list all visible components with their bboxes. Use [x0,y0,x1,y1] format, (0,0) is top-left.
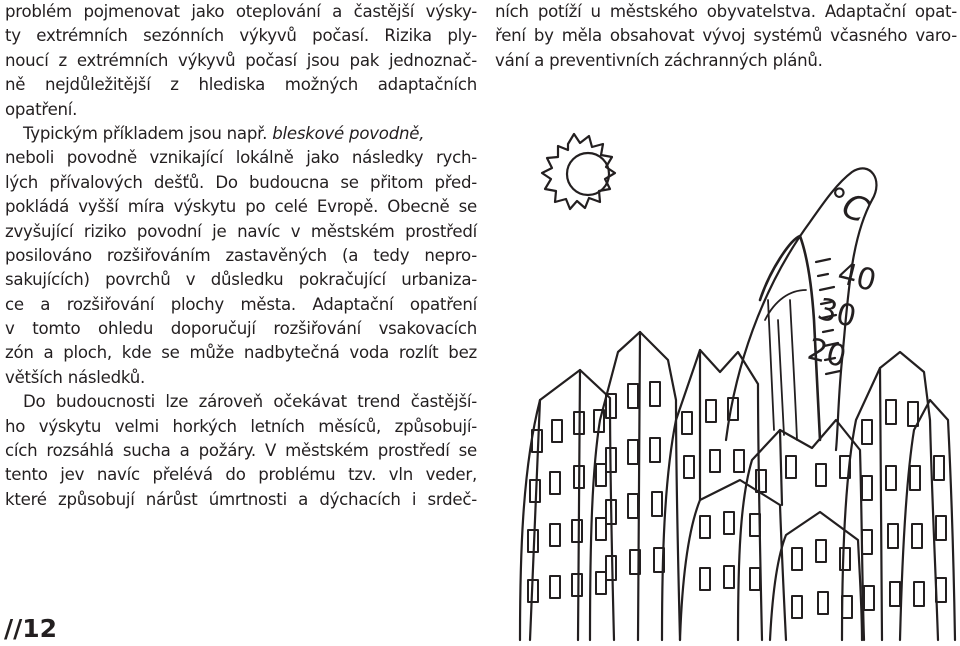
scale-label: 20 [804,331,850,376]
thermometer-unit: °C [820,179,874,232]
body-line: ně nejdůležitější z hlediska možných adaptačních [5,75,477,95]
body-line: vání a preventivních záchranných plánů. [495,50,823,70]
body-line [5,122,477,146]
right-text-column [495,0,957,73]
body-line: lých přívalových dešťů. Do budoucna se přitom před- [5,172,477,192]
body-line: pokládá vyšší míra výskytu po celé Evropě. Obecně se [5,197,477,217]
body-line: Do budoucnosti lze zároveň očekávat trend častější- [23,392,477,412]
body-line: ty extrémních sezónních výkyvů počasí. Rizika ply- [5,26,477,46]
body-line: v tomto ohledu doporučují rozšiřování vsakovacích [5,319,477,339]
body-line: noucí z extrémních výkyvů počasí jsou pak jednoznač- [5,50,477,70]
emphasis-text: bleskové povodně, [272,123,425,143]
body-line: ních potíží u městského obyvatelstva. Adaptační opat- [495,2,957,21]
body-line: ce a rozšiřování plochy města. Adaptační opatření [5,294,477,314]
body-line: tento jev navíc přelévá do problému tzv. vln veder, [5,465,477,485]
body-line: které způsobují nárůst úmrtnosti a dýchacích i srdeč- [5,489,477,509]
left-text-column [5,0,477,512]
page-number: //12 [4,614,58,643]
body-line: ření by měla obsahovat vývoj systémů včasného varo- [495,26,957,46]
scale-label: 30 [814,291,860,336]
body-line: cích rozsáhlá sucha a požáry. V městském prostředí se [5,441,477,461]
body-line: větších následků. [5,367,146,387]
body-line: zvyšující riziko povodní je navíc v městském prostředí [5,221,477,241]
body-text: Typickým příkladem jsou např. [23,123,273,143]
body-line: opatření. [5,99,78,119]
body-line: zón a ploch, kde se může nadbytečná voda rozlít bez [5,343,477,363]
body-line: sakujících) povrchů v důsledku pokračující urbaniza- [5,270,477,290]
scale-label: 40 [834,255,880,300]
body-line: ho výskytu velmi horkých letních měsíců, způsobují- [5,416,477,436]
body-line: posilováno rozšiřováním zastavěných (a tedy nepro- [5,245,477,265]
city-heat-illustration [505,120,960,646]
body-line: neboli povodně vznikající lokálně jako následky rych- [5,148,477,168]
body-line: problém pojmenovat jako oteplování a častější výsky- [5,2,477,21]
thermometer-icon [726,168,880,450]
sun-icon [542,134,615,209]
